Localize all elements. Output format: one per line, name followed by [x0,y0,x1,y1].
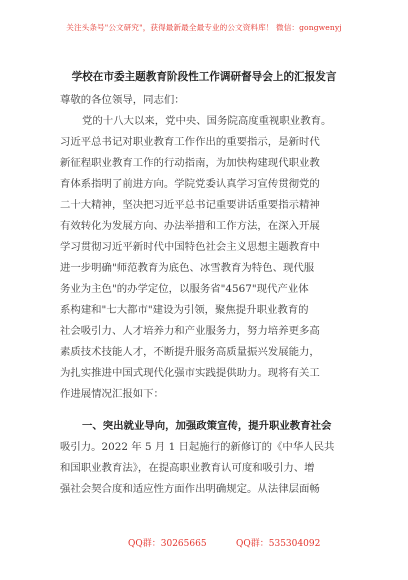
footer [0,536,408,550]
document-title: 学校在市委主题教育阶段性工作调研督导会上的汇报发言 [71,71,337,83]
paragraph-line: 党的十八大以来，党中央、国务院高度重视职业教育。 [82,115,332,127]
footer-qq-group-1: QQ群：30265665 [128,539,207,549]
paragraph-line: 务业为主色"的办学定位，以服务省"4567"现代产业体 [60,283,309,295]
paragraph-line: 系构建和"七大都市"建设为引领，聚焦提升职业教育的 [60,304,309,316]
paragraph-gap [60,405,370,416]
paragraph-line: 和国职业教育法》，在提高职业教育认可度和吸引力、增 [60,462,315,474]
paragraph-line: 进一步明确"师范教育为底色、冰雪教育为特色、现代服 [60,262,315,274]
paragraph-line: 吸引力。2022 年 5 月 1 日起施行的新修订的《中华人民共 [60,441,335,453]
salutation: 尊敬的各位领导，同志们： [60,94,185,106]
paragraph-line: 为扎实推进中国式现代化强市实践提供助力。现将有关工 [60,367,320,379]
paragraph-line: 社会吸引力、人才培养力和产业服务力，努力培养更多高 [60,325,320,337]
document-body [60,90,370,500]
section-heading: 一、突出就业导向，加强政策宣传，提升职业教育社会 [82,420,332,432]
paragraph-line: 素质技术技能人才，不断提升服务高质量振兴发展能力， [60,346,320,358]
paragraph-line: 二十大精神，坚决把习近平总书记重要讲话重要指示精神 [60,199,320,211]
paragraph-line: 育体系指明了前进方向。学院党委认真学习宣传贯彻党的 [60,178,320,190]
paragraph-line: 新征程职业教育工作的行动指南，为加快构建现代职业教 [60,157,320,169]
header-banner: 关注头条号"公文研究"，获得最新最全最专业的公文资料库！ 微信：gongwenyj [66,23,342,32]
paragraph-line: 习近平总书记对职业教育工作作出的重要指示，是新时代 [60,136,320,148]
paragraph-line: 作进展情况汇报如下： [60,388,164,400]
footer-qq-group-2: QQ群：535304092 [236,539,321,549]
paragraph-line: 强社会契合度和适应性方面作出明确规定。从法律层面畅 [60,483,320,495]
paragraph-line: 学习贯彻习近平新时代中国特色社会主义思想主题教育中 [60,241,320,253]
paragraph-line: 有效转化为发展方向、办法举措和工作方法，在深入开展 [60,220,320,232]
